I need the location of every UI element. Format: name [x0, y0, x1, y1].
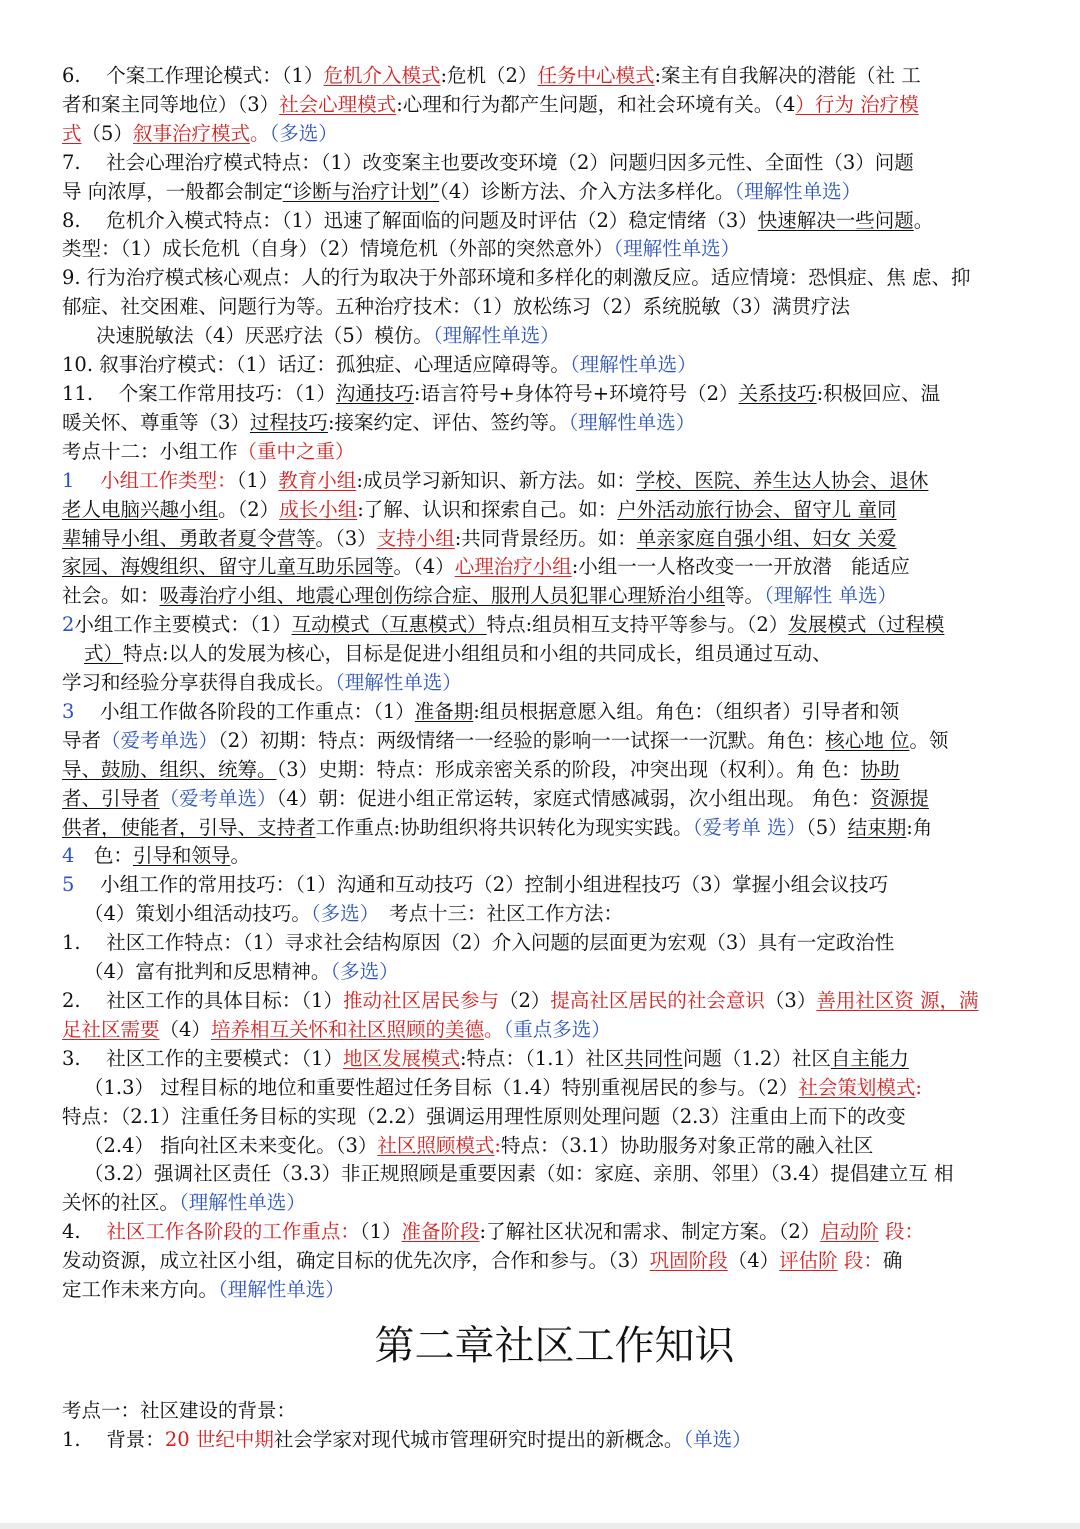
key-term: 任务中心模式 — [537, 64, 655, 87]
key-term: 地区发展模式 — [342, 1046, 460, 1070]
question-type-tag: （理解性单选） — [568, 410, 696, 434]
text-line — [62, 409, 1047, 438]
question-type-tag: （多选） — [330, 960, 399, 984]
text-span: 。（4） — [393, 555, 455, 579]
document-body — [62, 62, 1047, 1305]
key-term: 段： — [878, 1220, 924, 1244]
text-span: 1. 社区工作特点：（1）寻求社会结构原因（2）介入问题的层面更为宏观（3）具有一定政治性 — [62, 931, 895, 955]
text-span: 关系技巧 — [738, 381, 817, 405]
key-term: （重中之重） — [237, 439, 355, 463]
text-line — [62, 929, 1047, 958]
text-span: 准备期 — [414, 699, 474, 723]
text-line — [62, 1074, 1047, 1103]
key-term: 提高社区居民的社会意识 — [550, 989, 765, 1012]
text-span: 者、引导者 — [62, 786, 160, 810]
text-span: :危机（2） — [440, 64, 538, 87]
question-type-tag: （多选） — [310, 902, 370, 926]
question-type-tag: 3 — [62, 699, 101, 723]
text-span: :语言符号+身体符号+环境符号（2） — [413, 381, 739, 405]
text-span: 1. 背景： — [62, 1427, 165, 1451]
text-span: :接案约定、评估、签约等。 — [327, 410, 569, 434]
text-span: （4）朝：促进小组正常运转，家庭式情感减弱，次小组出现。 角色： — [276, 786, 871, 810]
key-term: 叙事治疗模式 — [132, 121, 250, 145]
key-term: : — [915, 1075, 922, 1099]
chapter-heading: 第二章社区工作知识 — [374, 1322, 735, 1369]
text-span: :角 — [906, 815, 933, 839]
text-span: 。 — [230, 844, 250, 868]
text-span: 导者 — [62, 728, 102, 752]
text-line — [62, 120, 1047, 149]
key-term: 社会策划模式 — [798, 1075, 916, 1099]
text-line — [62, 1132, 1047, 1161]
text-span: :特点：（1.1）社区 — [459, 1046, 625, 1070]
text-span: （1.3） 过程目标的地位和重要性超过任务目标（1.4）特别重视居民的参与。（2） — [84, 1075, 799, 1099]
text-span: 。 — [913, 208, 934, 232]
text-span: （4） — [159, 1017, 211, 1041]
text-span: 小组工作的常用技巧：（1）沟通和互动技巧（2）控制小组进程技巧（3）掌握小组会议技巧 — [100, 873, 889, 897]
text-span: 学校、医院、养生达人协会、退休 — [635, 468, 929, 492]
text-span: “诊断与治疗计划” — [282, 179, 440, 203]
text-span: :心理和行为都产生问题，和社会环境有关。（4 — [396, 92, 796, 116]
text-span: （1） — [359, 1220, 402, 1244]
question-type-tag: （理解性 单选） — [764, 584, 897, 608]
key-term: 足社区需要 — [62, 1017, 160, 1041]
key-term: 巩固阶段 — [649, 1249, 728, 1273]
text-span: 定工作未来方向。 — [62, 1278, 219, 1302]
text-line — [62, 62, 1047, 91]
text-span: 特点：（3.1）协助服务对象正常的融入社区 — [500, 1133, 874, 1157]
text-line — [62, 987, 1047, 1016]
text-span: 7. 社会心理治疗模式特点：（1）改变案主也要改变环境（2）问题归因多元性、全面性（3）问题 — [62, 150, 914, 174]
text-span: 10. 叙事治疗模式：（1）话辽：孤独症、心理适应障碍等。 — [62, 353, 570, 377]
key-term: 启动阶 — [820, 1220, 879, 1244]
text-span: 导 向浓厚，一般都会制定 — [62, 179, 283, 203]
text-span: 供者，使能者，引导、支持者 — [62, 815, 316, 839]
text-span: 工作重点:协助组织将共识转化为现实实践。 — [315, 815, 693, 839]
text-span: 。领 — [909, 728, 949, 752]
text-line — [62, 698, 1047, 727]
text-line — [62, 438, 1047, 467]
text-line — [62, 611, 1047, 640]
text-line — [62, 496, 1047, 525]
text-span: 共同性 — [624, 1046, 683, 1070]
text-line — [62, 91, 1047, 120]
text-line — [62, 1160, 1047, 1189]
key-term: 准备阶段 — [401, 1220, 480, 1244]
question-type-tag: （理解性单选） — [569, 353, 697, 377]
text-span: （3） — [764, 989, 817, 1012]
text-span: 4. — [62, 1220, 107, 1244]
text-line — [62, 1397, 1047, 1426]
document-page — [62, 62, 1047, 1455]
text-line — [62, 1426, 1047, 1455]
key-term: 社会心理模式 — [279, 92, 397, 116]
question-type-tag: （多选） — [269, 121, 338, 145]
text-line — [62, 380, 1047, 409]
text-span: :成员学习新知识、新方法。如： — [356, 468, 636, 492]
text-line — [62, 1016, 1047, 1045]
key-term: 成长小组 — [279, 497, 358, 521]
text-span: 特点：（2.1）注重任务目标的实现（2.2）强调运用理性原则处理问题（2.3）注重由上而下的改变 — [62, 1104, 906, 1128]
text-span: 老人电脑兴趣小组 — [62, 497, 219, 521]
key-term: 社区照顾模式 — [377, 1133, 495, 1157]
text-span: :了解、认识和探索自己。如： — [357, 497, 618, 521]
text-span: 发动资源，成立社区小组，确定目标的优先次序，合作和参与。（3） — [62, 1249, 650, 1273]
key-term: 推动社区居民参与 — [342, 989, 499, 1012]
key-term: 危机介入模式 — [323, 64, 441, 87]
question-type-tag: 4 — [62, 844, 94, 868]
document-section-after — [62, 1397, 1047, 1455]
text-span: 吸毒治疗小组、地震心理创伤综合症、服刑人员犯罪心理矫治小组 — [159, 584, 726, 608]
text-line — [62, 1218, 1047, 1247]
text-line — [62, 842, 1047, 871]
text-line — [62, 785, 1047, 814]
text-span: 引导和领导 — [132, 844, 231, 868]
text-span: :小组一一人格改变一一开放潜 能适应 — [571, 555, 910, 579]
text-line — [62, 1276, 1047, 1305]
question-type-tag: （爱考单 选） — [692, 815, 807, 839]
text-span: 。（2） — [218, 497, 280, 521]
text-line — [62, 235, 1047, 264]
text-span: 。（3） — [315, 526, 377, 550]
text-span: 社会学家对现代城市管理研究时提出的新概念。 — [273, 1427, 684, 1451]
text-line — [62, 322, 1047, 351]
text-span: 单亲家庭自强小组、妇女 关爱 — [636, 526, 897, 550]
text-span: （4）策划小组活动技巧。 — [84, 902, 311, 926]
text-line — [62, 1103, 1047, 1132]
text-span: 式） — [84, 642, 124, 666]
text-span: 3. 社区工作的主要模式：（1） — [62, 1046, 343, 1070]
key-term: ）行为 治疗模 — [795, 92, 919, 116]
text-line — [62, 1045, 1047, 1074]
text-span: 过程技巧 — [249, 410, 328, 434]
key-term: : — [494, 1133, 501, 1157]
text-span: 问题（1.2）社区 — [682, 1046, 831, 1070]
question-type-tag: （单选） — [683, 1427, 752, 1451]
text-line — [62, 756, 1047, 785]
text-line — [62, 871, 1047, 900]
text-span: 决速脱敏法（4）厌恶疗法（5）模仿。 — [96, 324, 433, 348]
text-span: :积极回应、温 — [816, 381, 941, 405]
text-span: （4） — [727, 1249, 780, 1273]
text-span: 资源提 — [870, 786, 929, 810]
key-term: 评估阶 — [779, 1249, 838, 1273]
text-line — [62, 178, 1047, 207]
text-span: 等。 — [725, 584, 765, 608]
key-term: 社区工作各阶段的工作重点： — [106, 1220, 360, 1244]
text-span: 自主能力 — [830, 1046, 909, 1070]
key-term: 教育小组 — [278, 468, 357, 492]
question-type-tag: （理解性单选） — [218, 1278, 345, 1302]
key-term: 心理治疗小组 — [454, 555, 572, 579]
question-type-tag: （重点多选） — [503, 1017, 611, 1041]
text-span: 社会。如： — [62, 584, 160, 608]
text-span: 协助 — [860, 757, 900, 781]
text-span: 暖关怀、尊重等（3） — [62, 410, 250, 434]
key-term: 善用社区资 源，满 — [816, 989, 979, 1012]
text-span: （4）诊断方法、介入方法多样化。 — [439, 179, 735, 203]
text-span: （5） — [81, 121, 133, 145]
question-type-tag: （理解性单选） — [179, 1191, 306, 1215]
text-line — [62, 727, 1047, 756]
text-span: 者和案主同等地位）（3） — [62, 92, 280, 116]
text-span: （2）初期：特点：两级情绪一一经验的影响一一试探一一沉默。角色： — [218, 728, 826, 752]
text-span: 特点:组员相互支持平等参与。（2） — [486, 613, 789, 637]
text-line — [62, 293, 1047, 322]
text-span: 考点十二：小组工作 — [62, 439, 238, 463]
question-type-tag: （爱考单选） — [101, 728, 219, 752]
text-span: 沟通技巧 — [335, 381, 414, 405]
text-span: 11. 个案工作常用技巧：（1） — [62, 381, 336, 405]
text-span: 小组工作主要模式：（1） — [74, 613, 292, 637]
text-span: 2. 社区工作的具体目标：（1） — [62, 989, 343, 1012]
text-span: 6. 个案工作理论模式：（1） — [62, 64, 324, 87]
key-term: 20 世纪中期 — [164, 1427, 274, 1451]
text-span: 9. 行为治疗模式核心观点：人的行为取决于外部环境和多样化的刺激反应。适应情境：恐惧症、焦 虑、抑 — [62, 266, 971, 290]
text-span: 辈辅导小组、勇敢者夏令营等 — [62, 526, 316, 550]
text-span: 家园、海嫂组织、留守儿童互助乐园等 — [62, 555, 394, 579]
text-line — [62, 467, 1047, 496]
text-line — [62, 900, 1047, 929]
text-span: 结束期 — [847, 815, 907, 839]
text-line — [62, 149, 1047, 178]
text-span: 互动模式（互惠模式） — [291, 613, 487, 637]
text-line — [62, 814, 1047, 843]
question-type-tag: 5 — [62, 873, 101, 897]
text-span: （3.2）强调社区责任（3.3）非正规照顾是重要因素（如：家庭、亲朋、邻里）（3.4）提倡建立互 相 — [84, 1162, 954, 1186]
text-span: 小组工作做各阶段的工作重点：（1） — [100, 699, 415, 723]
text-span: :共同背景经历。如： — [454, 526, 637, 550]
text-line — [62, 1247, 1047, 1276]
text-span: 确 — [882, 1249, 903, 1273]
text-line — [62, 553, 1047, 582]
text-span: （1） — [236, 468, 279, 492]
key-term: 。 — [249, 121, 270, 145]
text-span: 郁症、社交困难、问题行为等。五种治疗技术：（1）放松练习（2）系统脱敏（3）满贯疗法 — [62, 295, 850, 319]
text-line — [62, 525, 1047, 554]
text-line — [62, 1189, 1047, 1218]
text-span: 8. 危机介入模式特点：（1）迅速了解面临的问题及时评估（2）稳定情绪（3） — [62, 208, 758, 232]
question-type-tag: 2 — [62, 613, 75, 637]
text-span: 考点一：社区建设的背景： — [62, 1398, 297, 1422]
key-term: 。 — [483, 1017, 504, 1041]
text-span: 特点:以人的发展为核心，目标是促进小组组员和小组的共同成长，组员通过互动、 — [123, 642, 832, 666]
key-term: 小组工作类型： — [100, 468, 237, 492]
text-line — [62, 351, 1047, 380]
text-span: 学习和经验分享获得自我成长。 — [62, 671, 336, 695]
text-span: 核心地 位 — [825, 728, 910, 752]
text-line — [62, 640, 1047, 669]
key-term: 式 — [62, 121, 82, 145]
question-type-tag: 1 — [62, 468, 101, 492]
text-span: 类型：（1）成长危机（自身）（2）情境危机（外部的突然意外） — [62, 237, 614, 261]
text-span: 色： — [93, 844, 133, 868]
question-type-tag: （理解性单选） — [734, 179, 862, 203]
text-span: :案主有自我解决的潜能（社 工 — [654, 64, 921, 87]
text-span: :组员根据意愿入组。角色：（组织者）引导者和领 — [473, 699, 900, 723]
text-line — [62, 207, 1047, 236]
key-term: 培养相互关怀和社区照顾的美德 — [210, 1017, 484, 1041]
text-line — [62, 582, 1047, 611]
question-type-tag: （爱考单选） — [159, 786, 277, 810]
key-term: 支持小组 — [376, 526, 455, 550]
text-span: 关怀的社区。 — [62, 1191, 180, 1215]
text-line — [62, 669, 1047, 698]
text-line — [62, 264, 1047, 293]
text-span: 快速解决一些问题 — [757, 208, 914, 232]
question-type-tag: （理解性单选） — [613, 237, 741, 261]
text-span: 户外活动旅行协会、留守儿 童同 — [617, 497, 897, 521]
text-span: :了解社区状况和需求、制定方案。（2） — [479, 1220, 821, 1244]
text-span: （3）史期：特点：形成亲密关系的阶段，冲突出现（权利）。角 色： — [276, 757, 861, 781]
question-type-tag: （理解性单选） — [335, 671, 462, 695]
text-span: 导、鼓励、组织、统筹。 — [62, 757, 277, 781]
text-span: 发展模式（过程模 — [788, 613, 945, 637]
question-type-tag: （理解性单选） — [432, 324, 560, 348]
text-span: （5） — [806, 815, 848, 839]
text-span: （2.4） 指向社区未来变化。（3） — [84, 1133, 378, 1157]
text-span: 考点十三：社区工作方法： — [369, 902, 623, 926]
text-span: （4）富有批判和反思精神。 — [84, 960, 331, 984]
text-line — [62, 958, 1047, 987]
page-bottom-edge — [0, 1523, 1080, 1529]
text-span: （2） — [498, 989, 551, 1012]
key-term: 段： — [837, 1249, 883, 1273]
